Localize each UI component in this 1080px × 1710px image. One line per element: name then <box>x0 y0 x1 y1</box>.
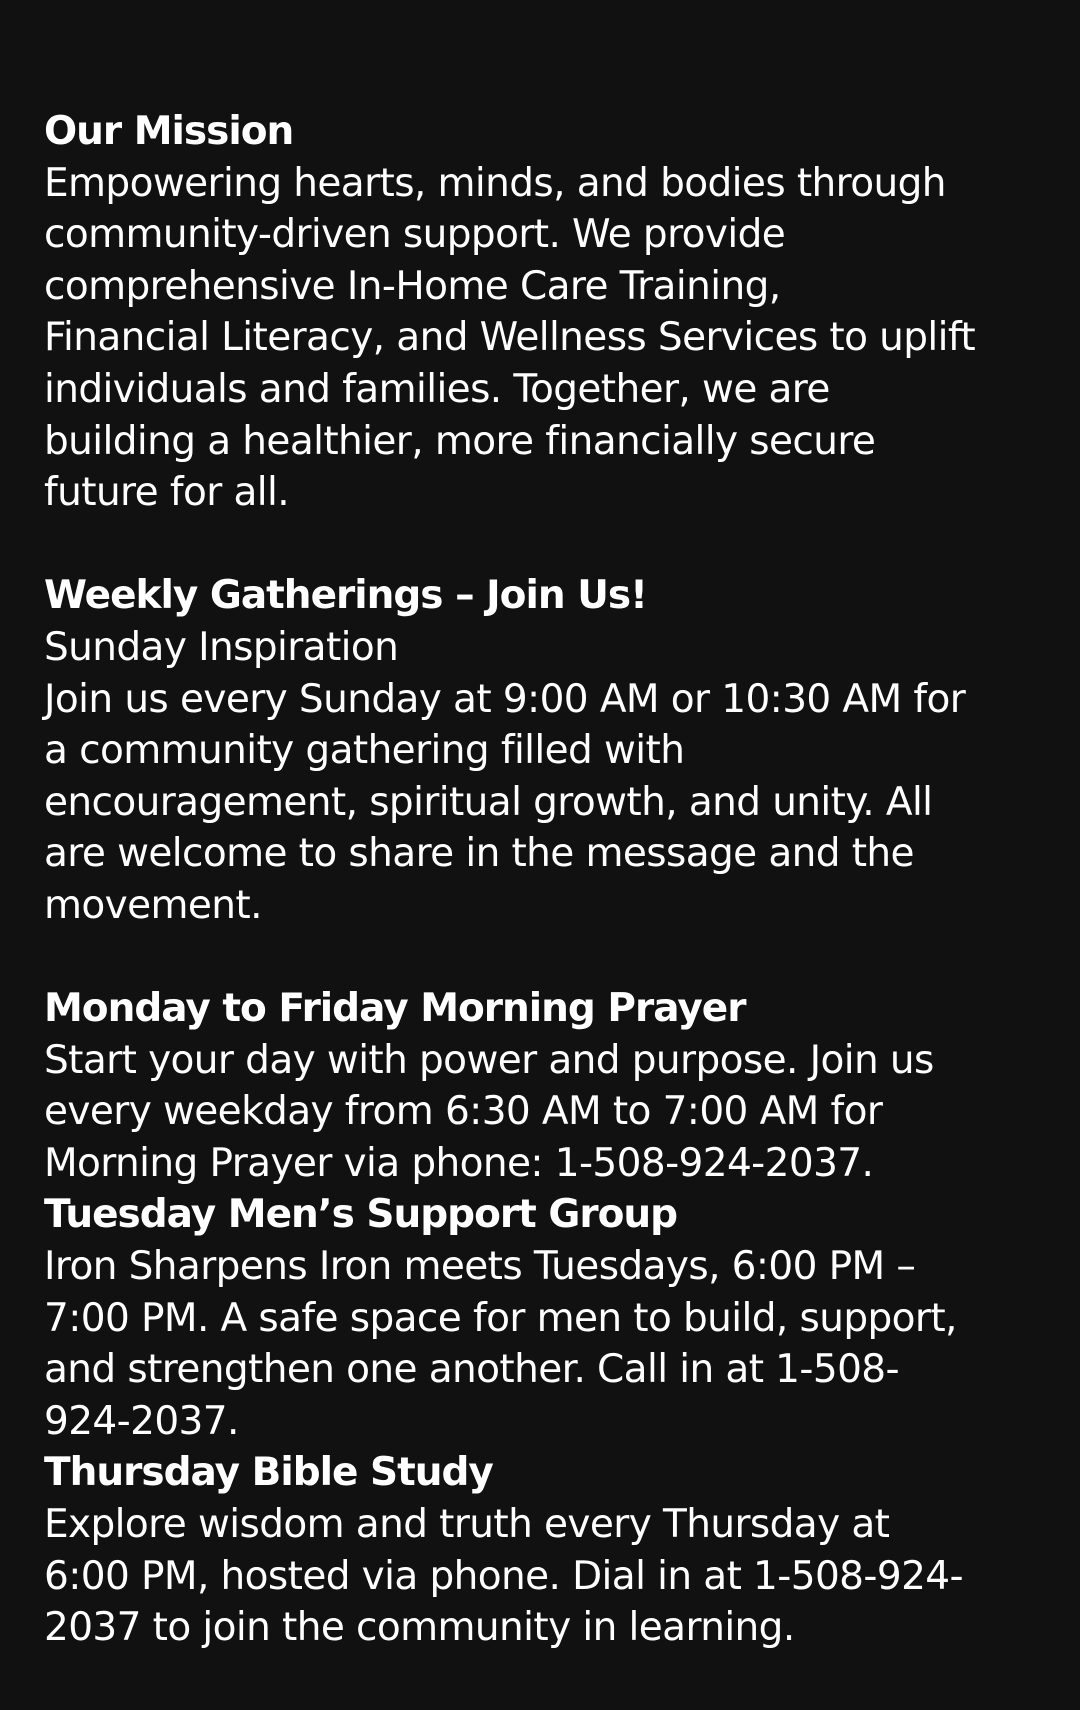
paragraph-gap <box>44 932 1064 984</box>
sunday-text-line: Join us every Sunday at 9:00 AM or 10:30 AM for <box>44 676 966 722</box>
mission-text-line: community-driven support. We provide <box>44 212 786 258</box>
mission-text-line: Empowering hearts, minds, and bodies through <box>44 160 946 206</box>
mens-group-title: Tuesday Men’s Support Group <box>44 1192 678 1238</box>
mission-heading: Our Mission <box>44 109 294 154</box>
mission-text-line: comprehensive In-Home Care Training, <box>44 263 781 309</box>
sunday-text-line: movement. <box>44 882 262 928</box>
morning-prayer-text-line: Morning Prayer via phone: 1-508-924-2037. <box>44 1140 874 1186</box>
sunday-title: Sunday Inspiration <box>44 624 399 670</box>
mens-group-text-line: Iron Sharpens Iron meets Tuesdays, 6:00 PM – <box>44 1244 916 1290</box>
sunday-text-line: encouragement, spiritual growth, and unity. All <box>44 779 933 825</box>
bible-study-text-line: Explore wisdom and truth every Thursday at <box>44 1502 890 1548</box>
mens-group-text-line: and strengthen one another. Call in at 1-508- <box>44 1347 899 1393</box>
mission-text-line: future for all. <box>44 470 290 516</box>
sunday-text-line: are welcome to share in the message and the <box>44 831 914 877</box>
mens-group-text-line: 924-2037. <box>44 1398 239 1444</box>
mission-text-line: Financial Literacy, and Wellness Services to uplift <box>44 315 976 361</box>
morning-prayer-text-line: Start your day with power and purpose. Join us <box>44 1037 934 1083</box>
mission-text-line: building a healthier, more financially secure <box>44 418 876 464</box>
announcement-text <box>44 106 1064 1654</box>
mens-group-text-line: 7:00 PM. A safe space for men to build, support, <box>44 1295 957 1341</box>
bible-study-text-line: 6:00 PM, hosted via phone. Dial in at 1-508-924- <box>44 1553 963 1599</box>
mission-text-line: individuals and families. Together, we are <box>44 366 830 412</box>
gatherings-heading: Weekly Gatherings – Join Us! <box>44 573 647 619</box>
bible-study-title: Thursday Bible Study <box>44 1450 493 1496</box>
bible-study-text-line: 2037 to join the community in learning. <box>44 1605 795 1651</box>
morning-prayer-text-line: every weekday from 6:30 AM to 7:00 AM for <box>44 1089 883 1135</box>
paragraph-gap <box>44 519 1064 571</box>
sunday-text-line: a community gathering filled with <box>44 728 685 774</box>
morning-prayer-title: Monday to Friday Morning Prayer <box>44 986 746 1032</box>
